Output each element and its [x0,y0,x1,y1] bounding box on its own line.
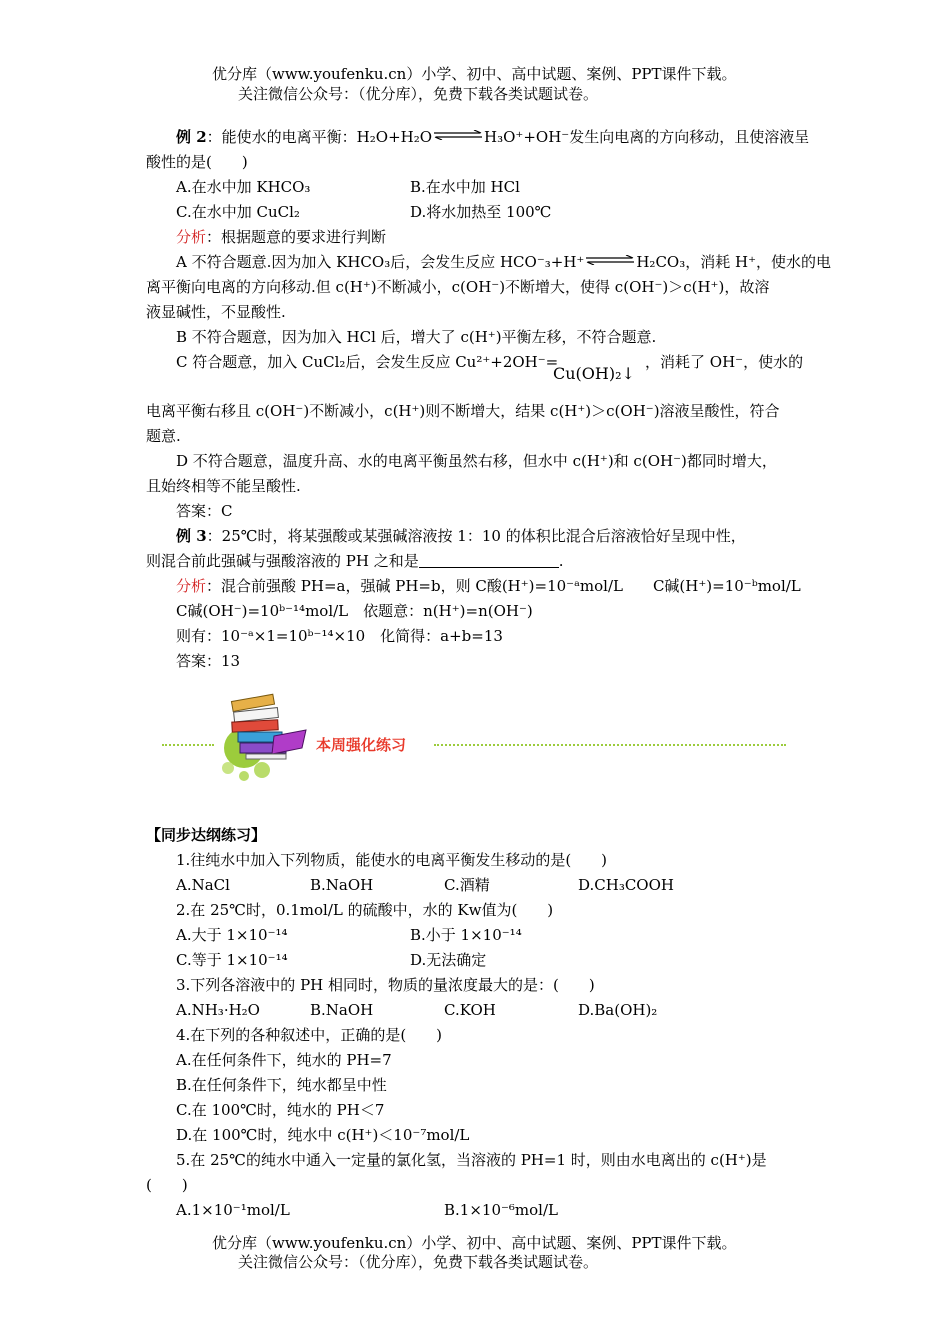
practice-question-3: 3.下列各溶液中的 PH 相同时，物质的量浓度最大的是：( ) [176,976,595,994]
practice-q3-option-a: A.NH₃·H₂O [176,1001,260,1019]
practice-question-1: 1.往纯水中加入下列物质，能使水的电离平衡发生移动的是( ) [176,851,608,869]
practice-q1-option-c: C.酒精 [444,876,490,894]
example-2-analysis-a-line-1 [176,252,831,272]
practice-q4-option-a: A.在任何条件下，纯水的 PH=7 [176,1051,392,1069]
example-2-question-part-a: ：能使水的电离平衡：H₂O+H₂O [206,128,433,146]
example-2-answer: 答案：C [176,502,233,520]
footer-line-2: 关注微信公众号：（优分库），免费下载各类试题试卷。 [238,1253,599,1271]
example-3-question-part-2: 则混合前此强碱与强酸溶液的 PH 之和是 [146,552,419,570]
analysis-label: 分析 [176,577,207,595]
example-3-question-end: . [558,552,564,570]
practice-q1-option-d: D.CH₃COOH [578,876,674,894]
example-2-option-a: A.在水中加 KHCO₃ [176,178,311,196]
practice-q4-option-d: D.在 100℃时，纯水中 c(H⁺)＜10⁻⁷mol/L [176,1126,470,1144]
practice-q3-option-b: B.NaOH [310,1001,374,1019]
practice-q2-option-a: A.大于 1×10⁻¹⁴ [176,926,288,944]
practice-question-5-line-1: 5.在 25℃的纯水中通入一定量的氯化氢，当溶液的 PH=1 时，则由水电离出的 c(H⁺)是 [176,1151,767,1169]
banner-divider-right [434,744,786,746]
practice-q1-option-b: B.NaOH [310,876,374,894]
example-2-analysis-a-line-2: 离平衡向电离的方向移动.但 c(H⁺)不断减小，c(OH⁻)不断增大，使得 c(OH⁻)＞c(H⁺)，故溶 [146,278,770,296]
practice-q4-option-b: B.在任何条件下，纯水都呈中性 [176,1076,387,1094]
equilibrium-arrow-icon [584,255,636,265]
example-2-analysis [176,227,386,247]
example-2-option-b: B.在水中加 HCl [410,178,520,196]
example-2-analysis-d-line-1: D 不符合题意，温度升高、水的电离平衡虽然右移，但水中 c(H⁺)和 c(OH⁻)都同时增大， [176,452,777,470]
example-2-analysis-a-line-3: 液显碱性，不显酸性. [146,303,286,321]
practice-q2-option-c: C.等于 1×10⁻¹⁴ [176,951,288,969]
copper-hydroxide-formula: Cu(OH)₂↓ [553,364,635,383]
practice-q4-option-c: C.在 100℃时，纯水的 PH＜7 [176,1101,385,1119]
analysis-a-part-b: H₂CO₃，消耗 H⁺，使水的电 [636,253,831,271]
example-3-question-part-1: ：25℃时，将某强酸或某强碱溶液按 1：10 的体积比混合后溶液恰好呈现中性， [206,527,746,545]
practice-question-2: 2.在 25℃时，0.1mol/L 的硫酸中，水的 Kw值为( ) [176,901,554,919]
example-2-analysis-c-line-1-end: ，消耗了 OH⁻，使水的 [645,353,804,371]
practice-q5-option-a: A.1×10⁻¹mol/L [176,1201,290,1219]
example-2-analysis-c-line-2: 电离平衡右移且 c(OH⁻)不断减小，c(H⁺)则不断增大，结果 c(H⁺)＞c(OH⁻)溶液呈酸性，符合 [146,402,780,420]
footer-line-1: 优分库（www.youfenku.cn）小学、初中、高中试题、案例、PPT课件下载。 [212,1234,737,1252]
practice-q3-option-c: C.KOH [444,1001,496,1019]
header-line-1: 优分库（www.youfenku.cn）小学、初中、高中试题、案例、PPT课件下载。 [212,65,737,83]
analysis-text: ：根据题意的要求进行判断 [206,228,387,246]
example-2-analysis-b: B 不符合题意，因为加入 HCl 后，增大了 c(H⁺)平衡左移，不符合题意. [176,328,657,346]
example-3-answer: 答案：13 [176,652,241,670]
example-2-option-d: D.将水加热至 100℃ [410,203,552,221]
example-2-analysis-d-line-2: 且始终相等不能呈酸性. [146,477,301,495]
example-2-label: 例 2 [176,128,207,146]
example-3-label: 例 3 [176,527,207,545]
practice-question-4: 4.在下列的各种叙述中，正确的是( ) [176,1026,443,1044]
example-2-option-c: C.在水中加 CuCl₂ [176,203,300,221]
example-3-question-line-1 [176,526,746,546]
analysis-text: ：混合前强酸 PH=a，强碱 PH=b，则 C酸(H⁺)=10⁻ᵃmol/L C碱(H⁺)=10⁻ᵇmol/L [206,577,801,595]
example-3-analysis-line-3: 则有：10⁻ᵃ×1=10ᵇ⁻¹⁴×10 化简得：a+b=13 [176,627,503,645]
example-2-question-line-2: 酸性的是( ) [146,153,248,171]
banner-divider-left [162,744,214,746]
example-2-question-part-b: H₃O⁺+OH⁻发生向电离的方向移动，且使溶液呈 [484,128,810,146]
example-2-analysis-c-line-1: C 符合题意，加入 CuCl₂后，会发生反应 Cu²⁺+2OH⁻= [176,353,559,371]
practice-q1-option-a: A.NaCl [176,876,230,894]
books-icon [214,690,314,785]
example-3-analysis-line-2: C碱(OH⁻)=10ᵇ⁻¹⁴mol/L 依题意：n(H⁺)=n(OH⁻) [176,602,533,620]
banner-title: 本周强化练习 [316,736,407,754]
analysis-label: 分析 [176,228,207,246]
example-2-analysis-c-line-3: 题意. [146,427,181,445]
practice-q2-option-d: D.无法确定 [410,951,487,969]
practice-q3-option-d: D.Ba(OH)₂ [578,1001,658,1019]
practice-q2-option-b: B.小于 1×10⁻¹⁴ [410,926,522,944]
header-line-2: 关注微信公众号：（优分库），免费下载各类试题试卷。 [238,85,599,103]
equilibrium-arrow-icon [432,130,484,140]
example-2-question-line-1 [176,127,809,147]
answer-blank [419,553,559,568]
example-3-question-line-2 [146,551,564,571]
example-3-analysis-line-1 [176,576,801,596]
practice-heading: 【同步达纲练习】 [146,826,267,844]
analysis-a-part-a: A 不符合题意.因为加入 KHCO₃后，会发生反应 HCO⁻₃+H⁺ [176,253,585,271]
practice-question-5-line-2: ( ) [146,1176,188,1194]
practice-q5-option-b: B.1×10⁻⁶mol/L [444,1201,558,1219]
